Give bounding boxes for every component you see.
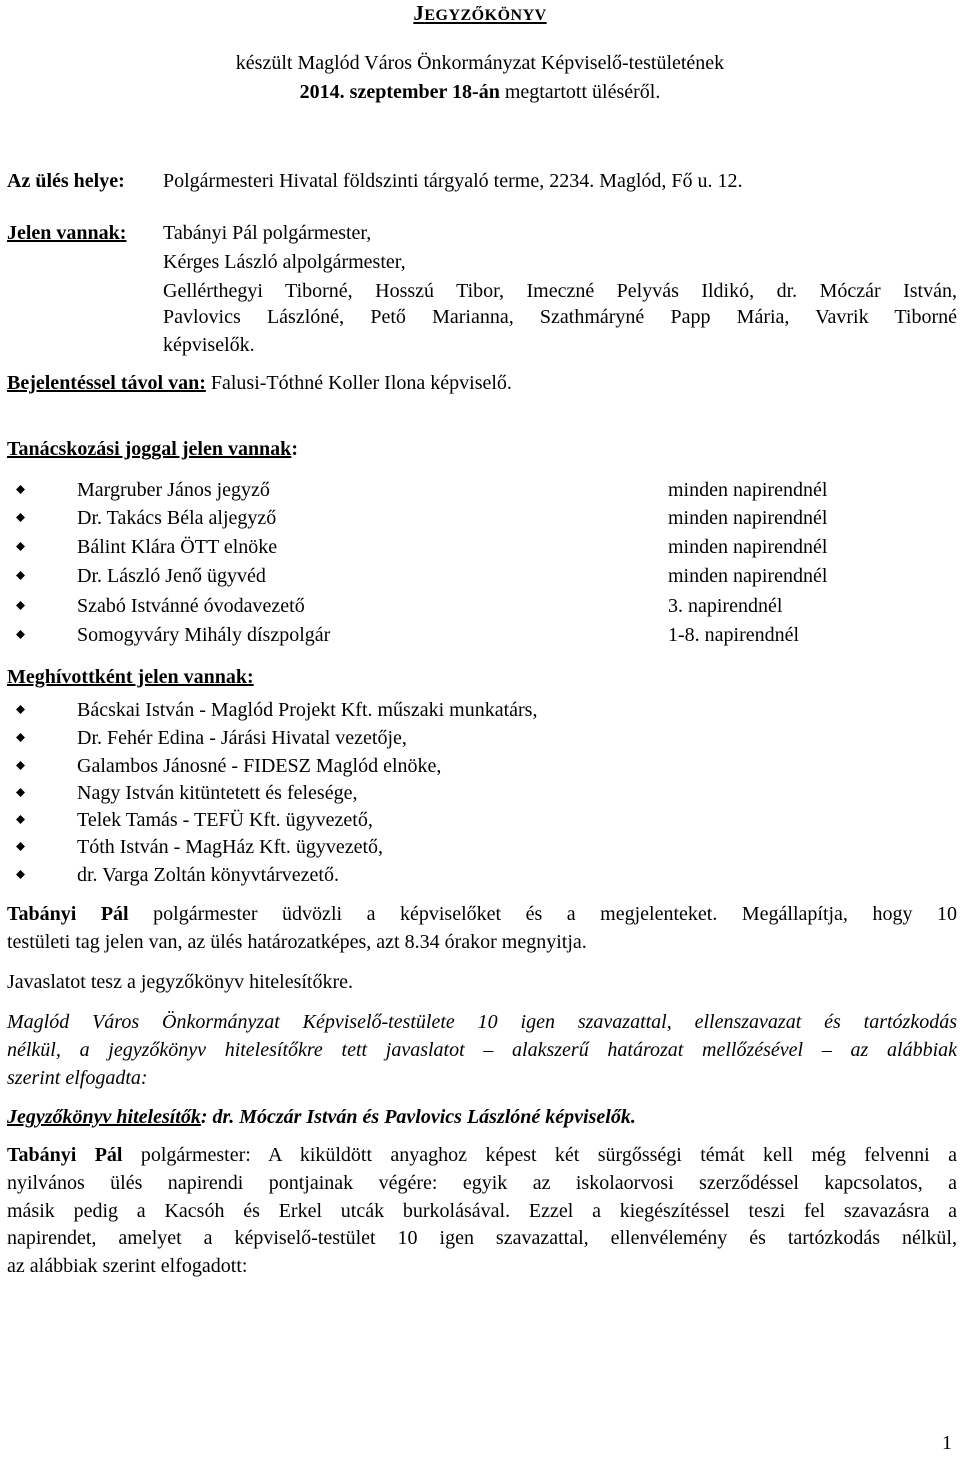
- decision-line3: szerint elfogadta:: [7, 1067, 148, 1089]
- subtitle-line1: készült Maglód Város Önkormányzat Képviselő-testületének: [235, 52, 725, 74]
- present-line3: Gellérthegyi Tiborné, Hosszú Tibor, Imeczné Pelyvás Ildikó, dr. Móczár István,: [163, 280, 957, 302]
- decision-line1: Maglód Város Önkormányzat Képviselő-testülete 10 igen szavazattal, ellenszavazat és tartózkodás: [7, 1011, 957, 1033]
- invited-heading: Meghívottként jelen vannak:: [7, 666, 254, 688]
- present-line4: Pavlovics Lászlóné, Pető Marianna, Szathmáryné Papp Mária, Vavrik Tiborné: [163, 306, 957, 328]
- absent-row: Bejelentéssel távol van: Falusi-Tóthné Koller Ilona képviselő.: [7, 372, 512, 394]
- agenda-line3: másik pedig a Kacsóh és Erkel utcák burkolásával. Ezzel a kiegészítéssel teszi fel szavazásra a: [7, 1200, 957, 1222]
- location-row: Az ülés helye:: [7, 170, 125, 192]
- subtitle-line2: 2014. szeptember 18-án megtartott üléséről.: [299, 81, 661, 103]
- present-line1: Tabányi Pál polgármester,: [163, 222, 372, 244]
- document-title: JEGYZŐKÖNYV: [413, 1, 547, 25]
- agenda-line5: az alábbiak szerint elfogadott:: [7, 1255, 248, 1277]
- decision-line2: nélkül, a jegyzőkönyv hitelesítőkre tett javaslatot – alakszerű határozat mellőzésével – az alábbiak: [7, 1039, 957, 1061]
- agenda-line1: Tabányi Pál polgármester: A kiküldött anyaghoz képest két sürgősségi témát kell még felvenni a: [7, 1144, 957, 1166]
- agenda-line2: nyilvános ülés napirendi pontjainak végére: egyik az iskolaorvosi szerződéssel kapcsolatos, a: [7, 1172, 957, 1194]
- opening-line1: Tabányi Pál polgármester üdvözli a képviselőket és a megjelenteket. Megállapítja, hogy 10: [7, 903, 957, 925]
- authenticators-row: Jegyzőkönyv hitelesítők: dr. Móczár István és Pavlovics Lászlóné képviselők.: [7, 1106, 636, 1128]
- present-line5: képviselők.: [163, 334, 255, 356]
- location-value: Polgármesteri Hivatal földszinti tárgyaló terme, 2234. Maglód, Fő u. 12.: [163, 170, 743, 192]
- proposal-text: Javaslatot tesz a jegyzőkönyv hitelesítőkre.: [7, 971, 354, 993]
- advisory-heading: Tanácskozási joggal jelen vannak:: [7, 438, 298, 460]
- present-line2: Kérges László alpolgármester,: [163, 251, 406, 273]
- page-number: 1: [942, 1432, 952, 1454]
- location-label-underline: [7, 166, 118, 196]
- present-label: Jelen vannak:: [7, 222, 127, 244]
- opening-line2: testületi tag jelen van, az ülés határozatképes, azt 8.34 órakor megnyitja.: [7, 931, 587, 953]
- agenda-line4: napirendet, amelyet a képviselő-testület 10 igen szavazattal, ellenvélemény és tartózkodás nélkül,: [7, 1227, 957, 1249]
